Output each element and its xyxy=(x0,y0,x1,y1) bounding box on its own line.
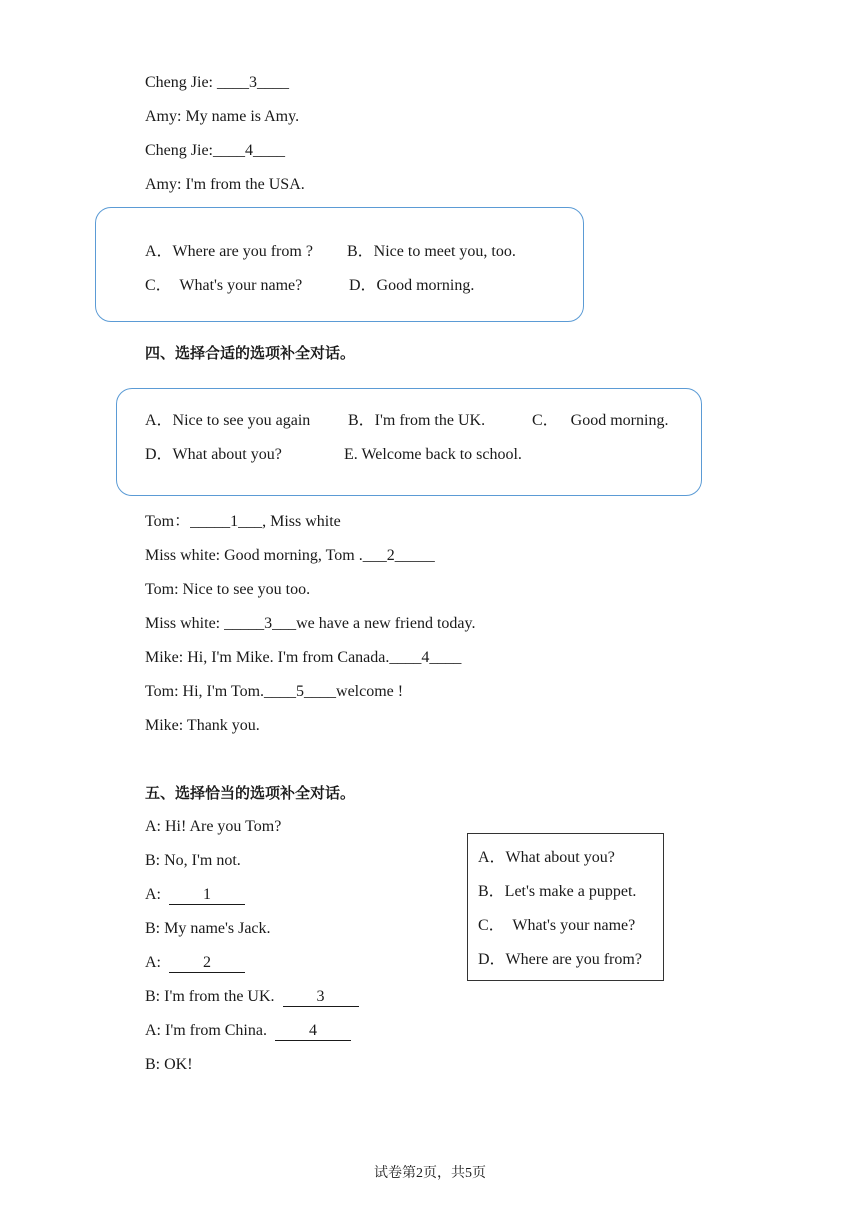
dialogue-line: B: OK! xyxy=(145,1056,193,1073)
options-box xyxy=(116,388,702,496)
option-d: D．Where are you from? xyxy=(478,951,642,968)
dialogue-line: A: 1 xyxy=(145,885,245,905)
option-c: C． Good morning. xyxy=(532,412,669,429)
option-a: A．Where are you from ? xyxy=(145,243,313,260)
dialogue-line: A: 2 xyxy=(145,953,245,973)
dialogue-line: A: I'm from China. 4 xyxy=(145,1021,351,1041)
dialogue-line: Tom：_____1___, Miss white xyxy=(145,513,341,530)
option-c: C． What's your name? xyxy=(145,277,303,294)
page-footer: 试卷第2页，共5页 xyxy=(374,1166,486,1181)
dialogue-line: B: My name's Jack. xyxy=(145,920,271,937)
answer-blank: 2 xyxy=(169,954,245,973)
dialogue-line: Tom: Hi, I'm Tom.____5____welcome ! xyxy=(145,683,404,700)
option-c: C． What's your name? xyxy=(478,917,636,934)
option-b: B．Let's make a puppet. xyxy=(478,883,637,900)
dialogue-line: Tom: Nice to see you too. xyxy=(145,581,311,598)
dialogue-line: A: Hi! Are you Tom? xyxy=(145,818,282,835)
dialogue-line: Miss white: Good morning, Tom .___2_____ xyxy=(145,547,435,564)
dialogue-line: Miss white: _____3___we have a new friend today. xyxy=(145,615,476,632)
answer-blank: 4 xyxy=(275,1022,351,1041)
section-heading: 五、选择恰当的选项补全对话。 xyxy=(145,784,356,802)
option-a: A．Nice to see you again xyxy=(145,412,311,429)
option-d: D．Good morning. xyxy=(349,277,475,294)
dialogue-line: Cheng Jie: ____3____ xyxy=(145,74,289,91)
dialogue-line: Mike: Thank you. xyxy=(145,717,260,734)
dialogue-line: Cheng Jie:____4____ xyxy=(145,142,285,159)
answer-blank: 1 xyxy=(169,886,245,905)
dialogue-line: Amy: My name is Amy. xyxy=(145,108,300,125)
dialogue-line: B: No, I'm not. xyxy=(145,852,241,869)
option-a: A．What about you? xyxy=(478,849,615,866)
dialogue-line: Mike: Hi, I'm Mike. I'm from Canada.____4____ xyxy=(145,649,462,666)
answer-blank: 3 xyxy=(283,988,359,1007)
dialogue-line: B: I'm from the UK. 3 xyxy=(145,987,359,1007)
dialogue-line: Amy: I'm from the USA. xyxy=(145,176,305,193)
option-e: E. Welcome back to school. xyxy=(344,446,522,463)
section-heading: 四、选择合适的选项补全对话。 xyxy=(145,344,356,362)
option-b: B．Nice to meet you, too. xyxy=(347,243,516,260)
options-box xyxy=(95,207,584,322)
option-d: D．What about you? xyxy=(145,446,282,463)
option-b: B．I'm from the UK. xyxy=(348,412,486,429)
